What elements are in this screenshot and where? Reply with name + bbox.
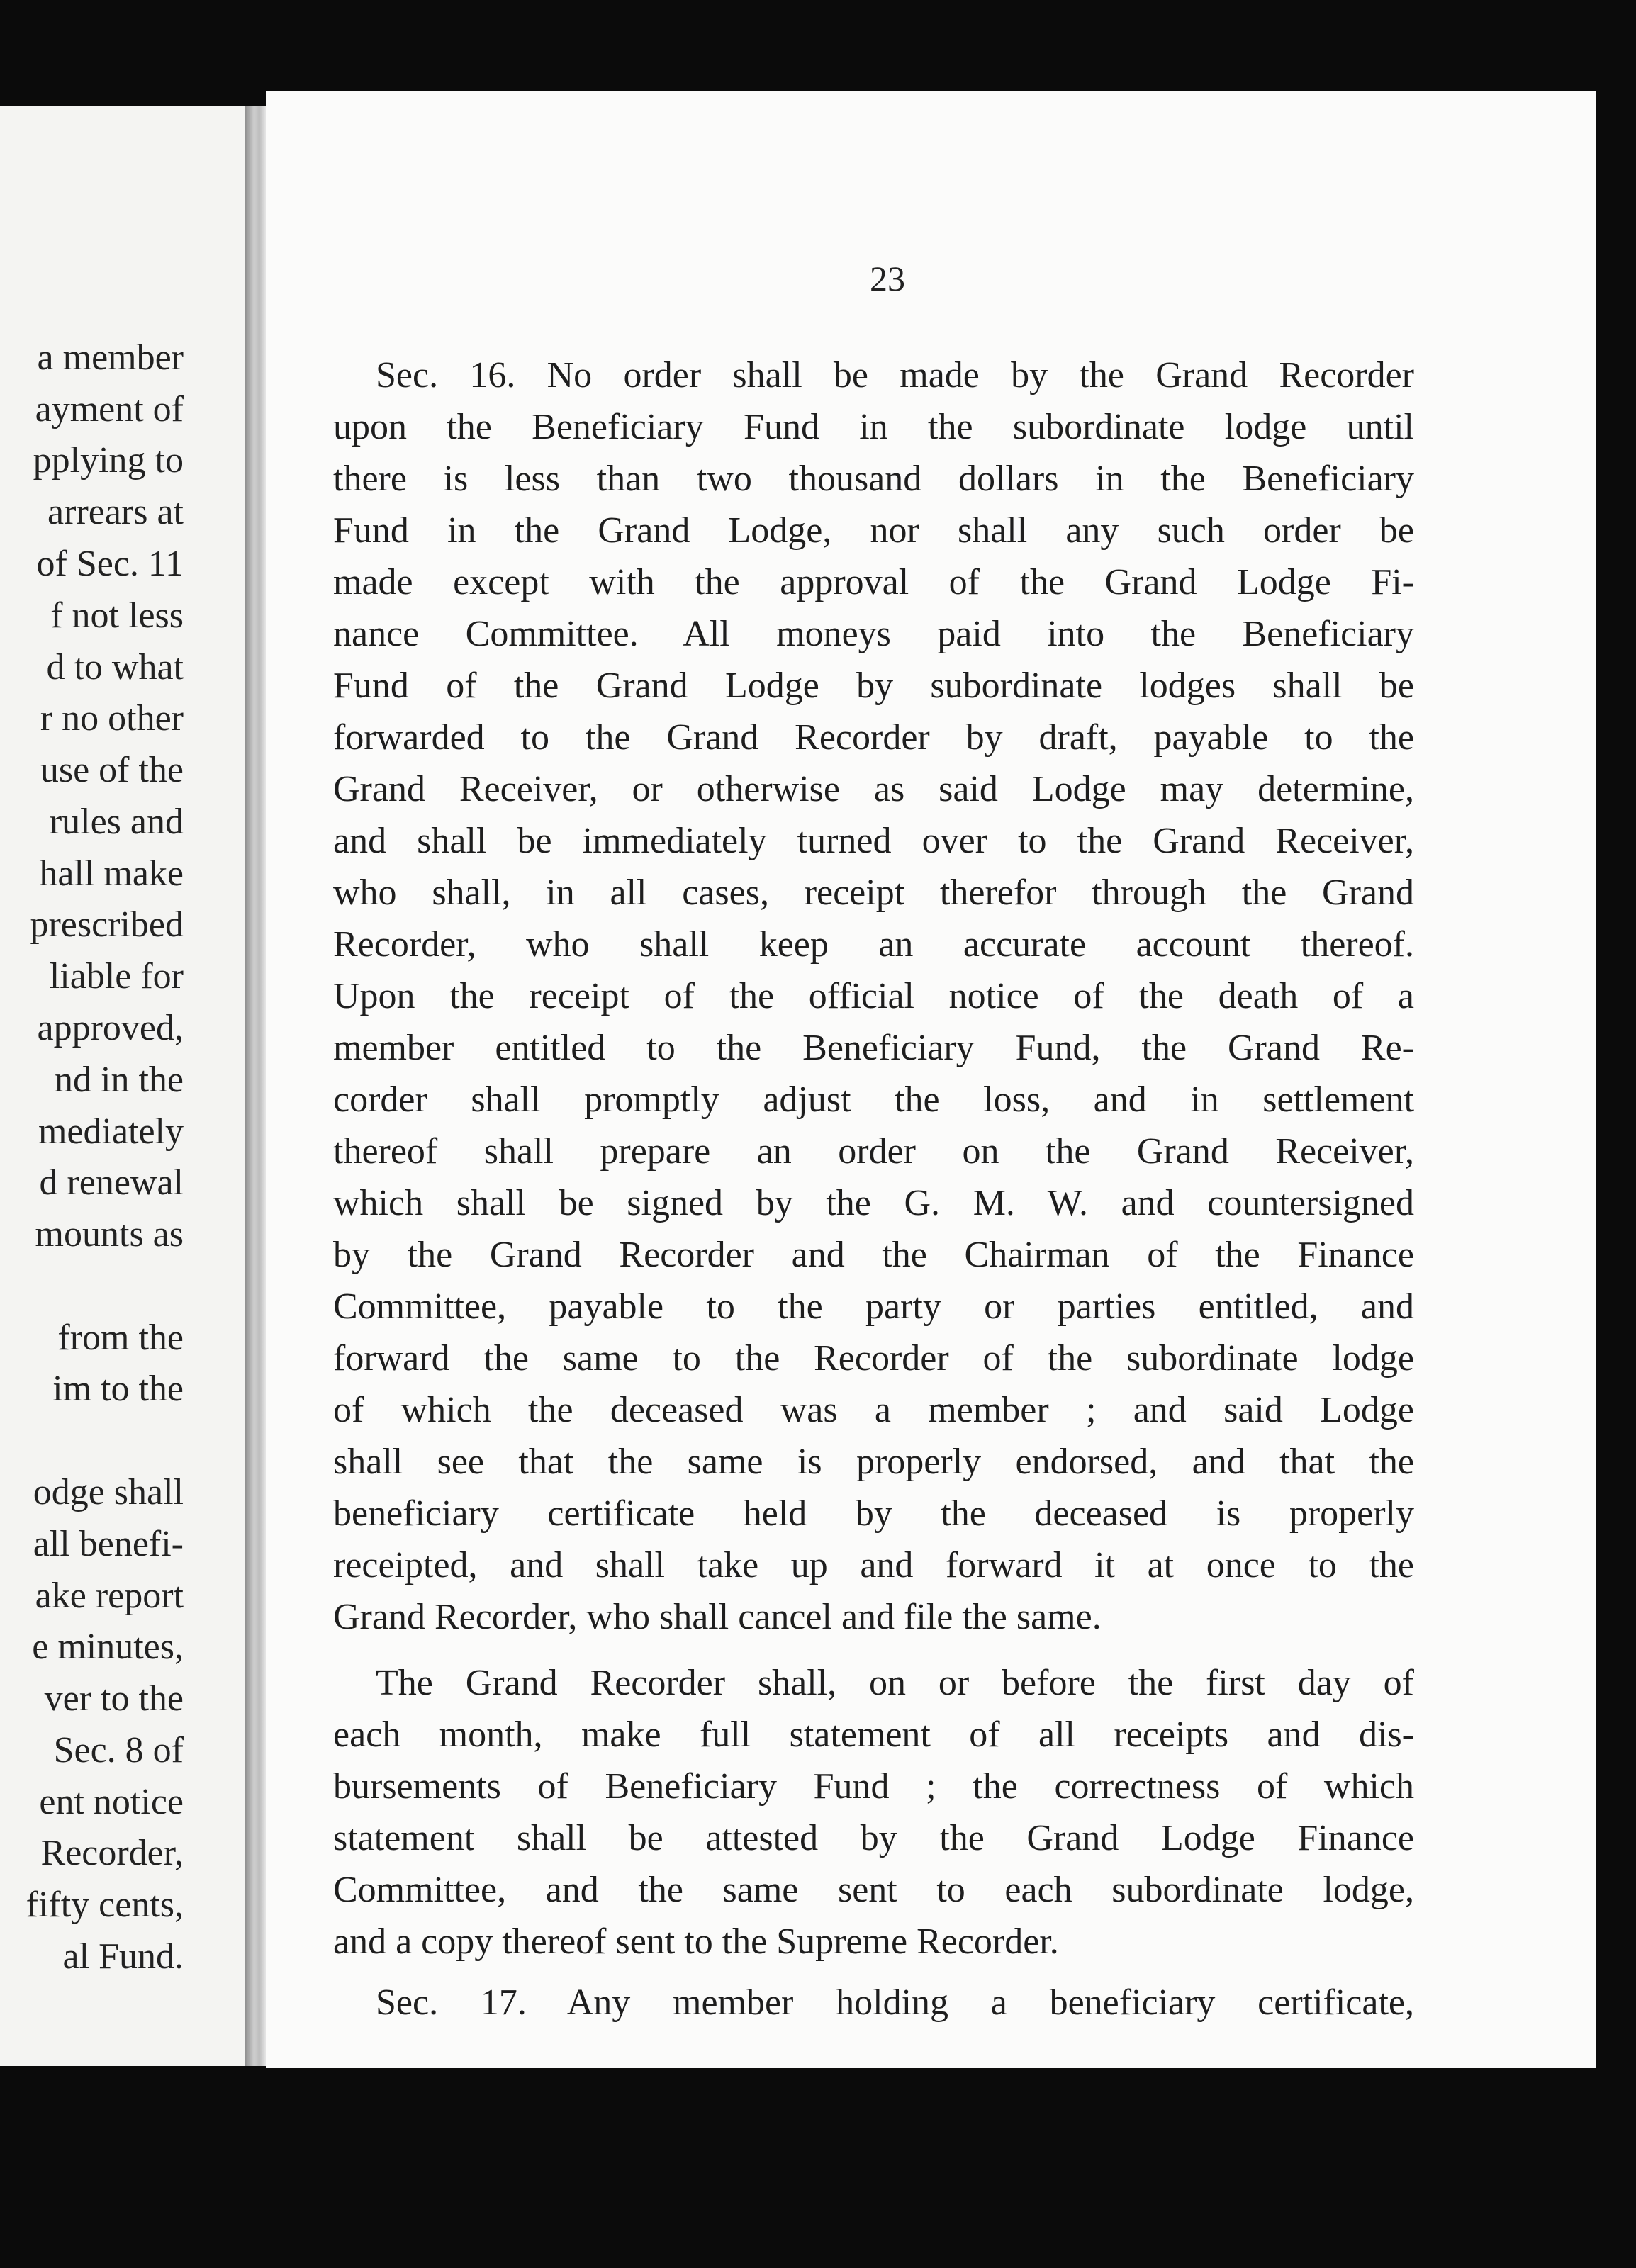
left-page-line: prescribed bbox=[30, 904, 184, 945]
book-gutter bbox=[245, 106, 266, 2066]
left-page-line: liable for bbox=[49, 956, 184, 997]
left-page-line: d renewal bbox=[39, 1162, 184, 1203]
left-page-line: e minutes, bbox=[32, 1627, 184, 1667]
left-page-line: of Sec. 11 bbox=[36, 544, 184, 584]
left-page-line: fifty cents, bbox=[26, 1885, 184, 1925]
text-line: Grand Recorder, who shall cancel and file the same. bbox=[333, 1597, 1102, 1637]
left-page-line: f not less bbox=[50, 595, 184, 636]
text-line: shall see that the same is properly endorsed, and that the bbox=[333, 1442, 1414, 1482]
left-page-line: Sec. 8 of bbox=[53, 1730, 184, 1770]
text-line: Committee, payable to the party or parties entitled, and bbox=[333, 1286, 1414, 1327]
left-page-line: a member bbox=[37, 337, 184, 378]
left-page-line: nd in the bbox=[55, 1060, 184, 1100]
left-page-line: arrears at bbox=[47, 492, 184, 532]
left-page-line: ake report bbox=[35, 1576, 184, 1616]
left-page-line: ent notice bbox=[39, 1782, 184, 1822]
left-page-line: ver to the bbox=[44, 1678, 184, 1719]
text-line: beneficiary certificate held by the deceased is properly bbox=[333, 1493, 1414, 1534]
text-line: Upon the receipt of the official notice of the death of a bbox=[333, 976, 1414, 1016]
text-line: bursements of Beneficiary Fund ; the correctness of which bbox=[333, 1766, 1414, 1807]
text-line: member entitled to the Beneficiary Fund, the Grand Re- bbox=[333, 1028, 1414, 1068]
page-number: 23 bbox=[870, 259, 905, 298]
text-line: Grand Receiver, or otherwise as said Lodge may determine, bbox=[333, 769, 1414, 809]
text-line: and a copy thereof sent to the Supreme Recorder. bbox=[333, 1921, 1059, 1962]
left-page-line: im to the bbox=[52, 1369, 184, 1409]
text-line: The Grand Recorder shall, on or before the first day of bbox=[376, 1663, 1414, 1703]
text-line: who shall, in all cases, receipt therefor through the Grand bbox=[333, 872, 1414, 913]
left-page-line: use of the bbox=[40, 750, 184, 790]
left-page-line: from the bbox=[57, 1318, 184, 1358]
text-line: Sec. 16. No order shall be made by the Grand Recorder bbox=[376, 355, 1414, 395]
left-page-line: mounts as bbox=[35, 1214, 184, 1254]
left-page-line: Recorder, bbox=[40, 1833, 184, 1873]
text-line: statement shall be attested by the Grand Lodge Finance bbox=[333, 1818, 1414, 1858]
text-line: by the Grand Recorder and the Chairman of the Finance bbox=[333, 1235, 1414, 1275]
text-line: Recorder, who shall keep an accurate account thereof. bbox=[333, 924, 1414, 965]
text-line: Committee, and the same sent to each subordinate lodge, bbox=[333, 1870, 1414, 1910]
text-line: which shall be signed by the G. M. W. and countersigned bbox=[333, 1183, 1414, 1223]
left-page bbox=[0, 106, 245, 2066]
text-line: forward the same to the Recorder of the subordinate lodge bbox=[333, 1338, 1414, 1379]
text-line: receipted, and shall take up and forward it at once to the bbox=[333, 1545, 1414, 1585]
text-line: there is less than two thousand dollars in the Beneficiary bbox=[333, 459, 1414, 499]
left-page-line: all benefi- bbox=[33, 1524, 184, 1564]
left-page-line: al Fund. bbox=[62, 1936, 184, 1977]
left-page-line: mediately bbox=[38, 1111, 184, 1152]
text-line: thereof shall prepare an order on the Grand Receiver, bbox=[333, 1131, 1414, 1172]
left-page-line: d to what bbox=[46, 647, 184, 687]
left-page-line: odge shall bbox=[33, 1472, 184, 1512]
text-line: upon the Beneficiary Fund in the subordinate lodge until bbox=[333, 407, 1414, 447]
text-line: of which the deceased was a member ; and said Lodge bbox=[333, 1390, 1414, 1430]
left-page-line: rules and bbox=[49, 802, 184, 842]
left-page-line: hall make bbox=[39, 853, 184, 894]
left-page-line: pplying to bbox=[33, 440, 184, 481]
left-page-line: r no other bbox=[40, 698, 184, 739]
text-line: made except with the approval of the Grand Lodge Fi- bbox=[333, 562, 1414, 602]
left-page-line: approved, bbox=[37, 1008, 184, 1048]
text-line: and shall be immediately turned over to the Grand Receiver, bbox=[333, 821, 1414, 861]
text-line: forwarded to the Grand Recorder by draft, payable to the bbox=[333, 717, 1414, 758]
text-line: each month, make full statement of all receipts and dis- bbox=[333, 1714, 1414, 1755]
text-line: nance Committee. All moneys paid into the Beneficiary bbox=[333, 614, 1414, 654]
text-line: Sec. 17. Any member holding a beneficiary certificate, bbox=[376, 1982, 1414, 2023]
left-page-line: ayment of bbox=[35, 389, 184, 430]
text-line: Fund of the Grand Lodge by subordinate lodges shall be bbox=[333, 666, 1414, 706]
text-line: corder shall promptly adjust the loss, and in settlement bbox=[333, 1079, 1414, 1120]
text-line: Fund in the Grand Lodge, nor shall any such order be bbox=[333, 510, 1414, 551]
